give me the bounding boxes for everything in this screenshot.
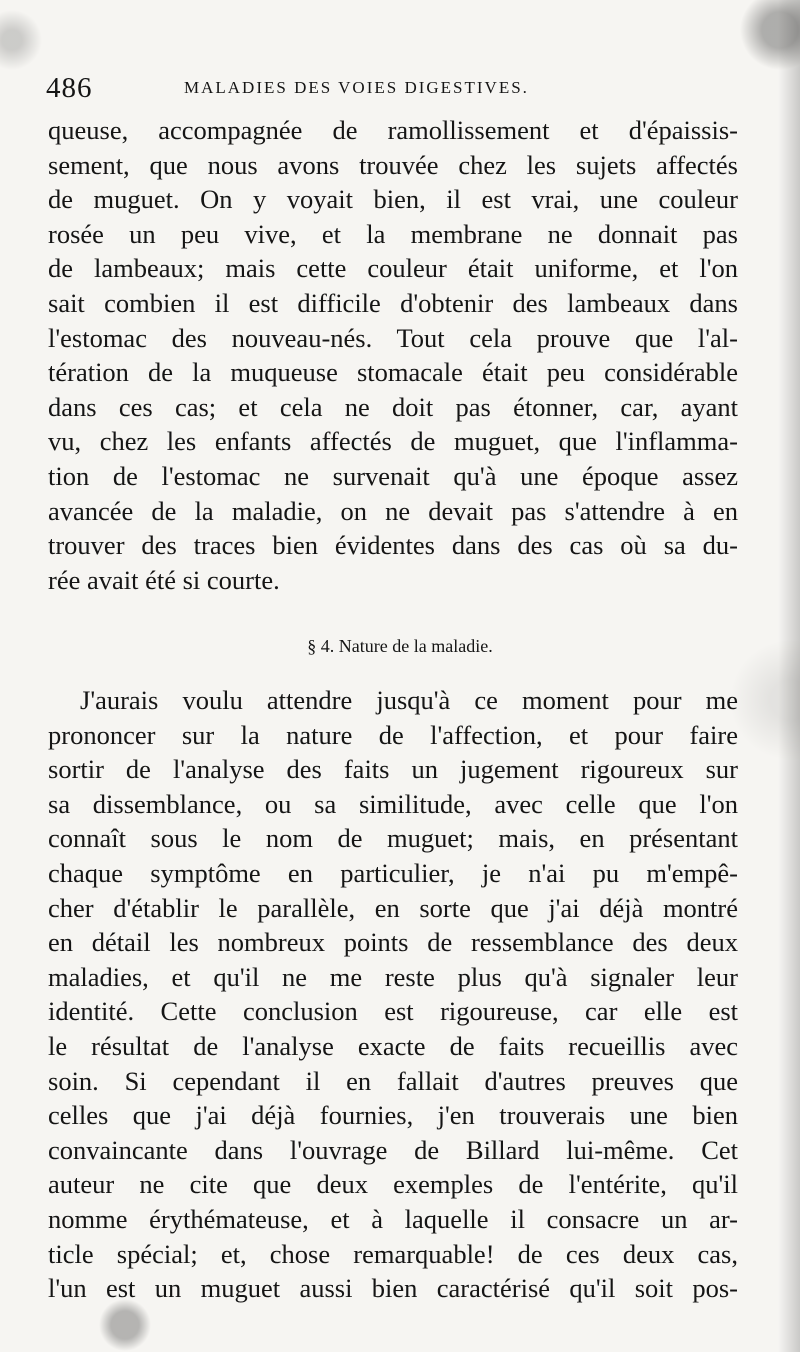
text-line: de lambeaux; mais cette couleur était uniforme, et l'on xyxy=(48,253,738,284)
text-line: nomme érythémateuse, et à laquelle il consacre un ar- xyxy=(48,1203,738,1234)
text-line: de muguet. On y voyait bien, il est vrai, une couleur xyxy=(48,184,738,215)
paragraph-nature xyxy=(48,683,738,1306)
text-line: connaît sous le nom de muguet; mais, en présentant xyxy=(48,823,738,854)
text-line: avancée de la maladie, on ne devait pas s'attendre à en xyxy=(48,495,738,526)
text-line: le résultat de l'analyse exacte de faits recueillis avec xyxy=(48,1030,738,1061)
paragraph-continued xyxy=(48,113,738,597)
page-number: 486 xyxy=(46,72,93,104)
page-header xyxy=(46,70,746,106)
text-line: sortir de l'analyse des faits un jugement rigoureux sur xyxy=(48,754,738,785)
text-line: l'un est un muguet aussi bien caractérisé qu'il soit pos- xyxy=(48,1273,738,1304)
text-line: identité. Cette conclusion est rigoureuse, car elle est xyxy=(48,996,738,1027)
text-line: tion de l'estomac ne survenait qu'à une époque assez xyxy=(48,460,738,491)
text-line: auteur ne cite que deux exemples de l'entérite, qu'il xyxy=(48,1169,738,1200)
text-line: l'estomac des nouveau-nés. Tout cela prouve que l'al- xyxy=(48,322,738,353)
text-line: trouver des traces bien évidentes dans des cas où sa du- xyxy=(48,530,738,561)
text-line: sa dissemblance, ou sa similitude, avec celle que l'on xyxy=(48,788,738,819)
running-title: MALADIES DES VOIES DIGESTIVES. xyxy=(184,78,529,97)
page-edge-shadow xyxy=(778,0,800,1352)
text-line: cher d'établir le parallèle, en sorte que j'ai déjà montré xyxy=(48,892,738,923)
text-line: chaque symptôme en particulier, je n'ai pu m'empê- xyxy=(48,857,738,888)
section-heading: § 4. Nature de la maladie. xyxy=(307,636,493,656)
text-line: sait combien il est difficile d'obtenir des lambeaux dans xyxy=(48,287,738,318)
text-line: dans ces cas; et cela ne doit pas étonner, car, ayant xyxy=(48,391,738,422)
text-line: prononcer sur la nature de l'affection, et pour faire xyxy=(48,719,738,750)
text-line: maladies, et qu'il ne me reste plus qu'à signaler leur xyxy=(48,961,738,992)
text-line: soin. Si cependant il en fallait d'autres preuves que xyxy=(48,1065,738,1096)
text-line: celles que j'ai déjà fournies, j'en trouverais une bien xyxy=(48,1100,738,1131)
text-line: convaincante dans l'ouvrage de Billard lui-même. Cet xyxy=(48,1134,738,1165)
text-line: en détail les nombreux points de ressemblance des deux xyxy=(48,927,738,958)
text-line: J'aurais voulu attendre jusqu'à ce moment pour me xyxy=(80,685,738,715)
text-line: queuse, accompagnée de ramollissement et d'épaissis- xyxy=(48,115,738,145)
text-line: tération de la muqueuse stomacale était peu considérable xyxy=(48,357,738,388)
text-line: sement, que nous avons trouvée chez les sujets affectés xyxy=(48,149,738,180)
text-line: rosée un peu vive, et la membrane ne donnait pas xyxy=(48,218,738,249)
text-line: rée avait été si courte. xyxy=(48,564,280,595)
text-line: vu, chez les enfants affectés de muguet, que l'inflamma- xyxy=(48,426,738,457)
text-line: ticle spécial; et, chose remarquable! de ces deux cas, xyxy=(48,1238,738,1269)
